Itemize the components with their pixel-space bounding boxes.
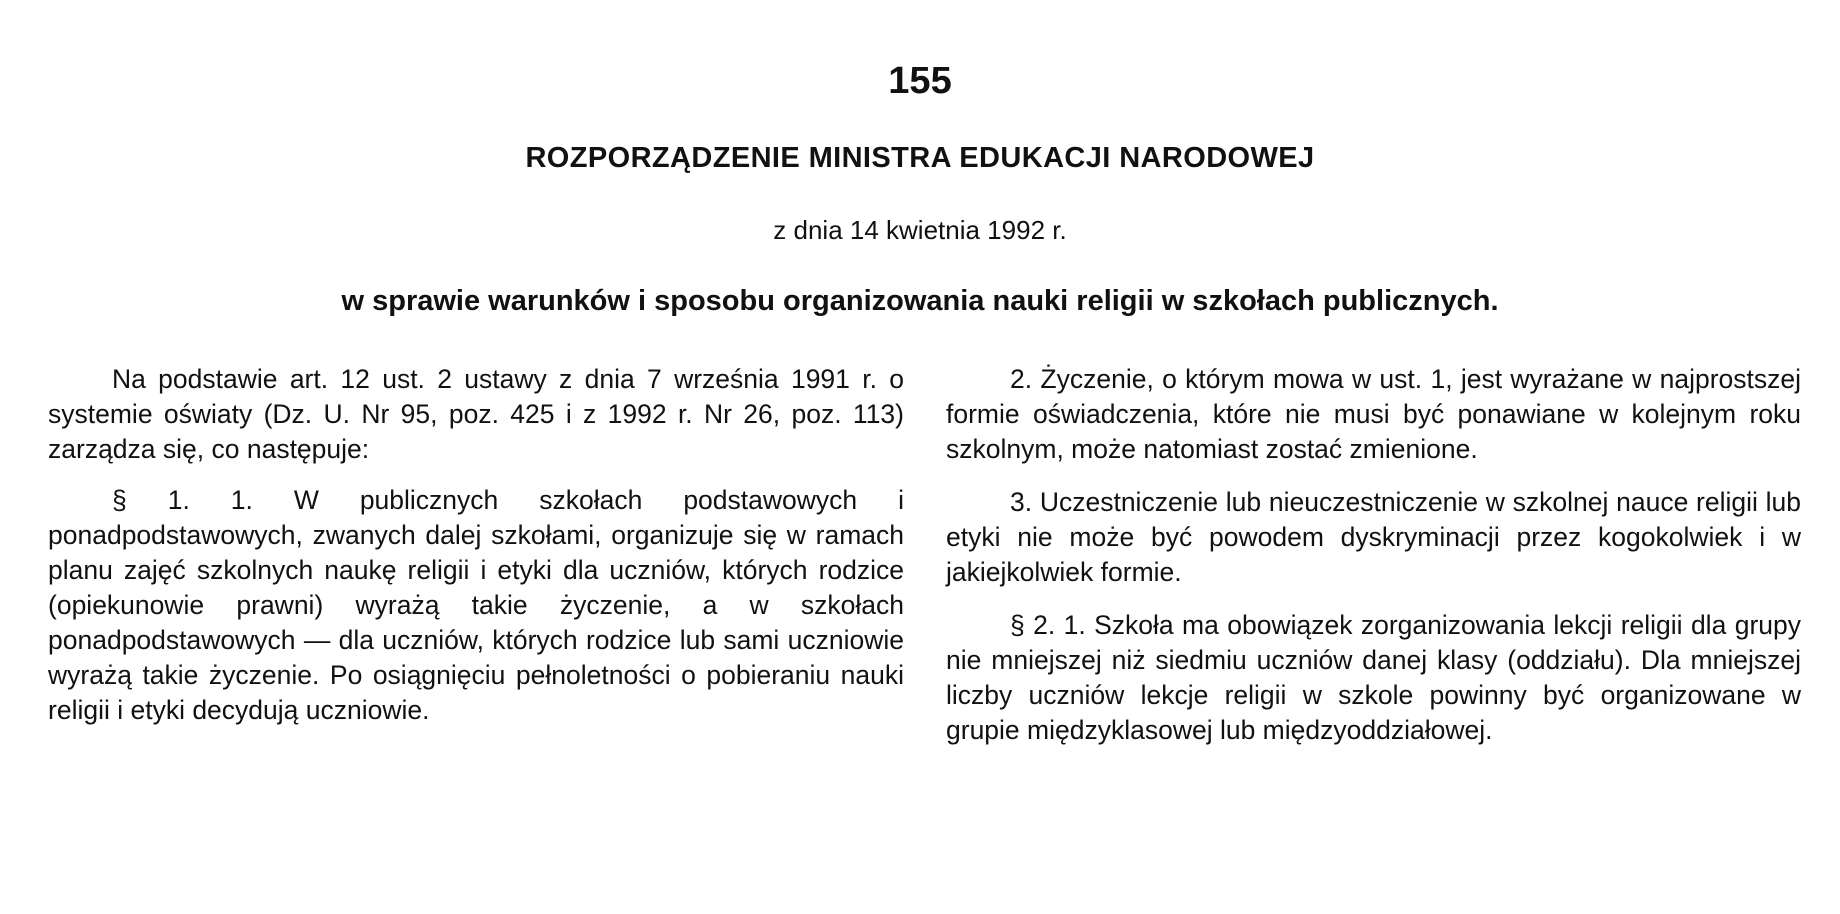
preamble-paragraph: Na podstawie art. 12 ust. 2 ustawy z dnia 7 września 1991 r. o systemie oświaty (Dz. U. Nr 95, poz. 425 i z 1992 r. Nr 26, poz. 113) zarządza się, co następuje: [48, 364, 904, 464]
left-column [48, 362, 904, 728]
regulation-date: z dnia 14 kwietnia 1992 r. [773, 215, 1067, 245]
section-2-paragraph-1: § 2. 1. Szkoła ma obowiązek zorganizowania lekcji religii dla grupy nie mniejszej niż siedmiu uczniów danej klasy (oddziału). Dla mniejszej liczby uczniów lekcje religii w szkole powinny być organizowane w grupie międzyklasowej lub międzyoddziałowej. [946, 610, 1801, 745]
regulation-subject: w sprawie warunków i sposobu organizowania nauki religii w szkołach publicznych. [341, 285, 1499, 317]
section-1-paragraph-1: § 1. 1. W publicznych szkołach podstawowych i ponadpodstawowych, zwanych dalej szkołami, organizuje się w ramach planu zajęć szkolnych naukę religii i etyki dla uczniów, których rodzice (opiekunowie prawni) wyrażą takie życzenie, a w szkołach ponadpodstawowych — dla uczniów, których rodzice lub sami uczniowie wyrażą takie życzenie. Po osiągnięciu pełnoletności o pobieraniu nauki religii i etyki decydują uczniowie. [48, 485, 904, 725]
right-column [946, 362, 1801, 748]
section-1-paragraph-3: 3. Uczestniczenie lub nieuczestniczenie w szkolnej nauce religii lub etyki nie może być powodem dyskryminacji przez kogokolwiek i w jakiejkolwiek formie. [946, 487, 1801, 587]
regulation-title: ROZPORZĄDZENIE MINISTRA EDUKACJI NARODOWEJ [525, 142, 1315, 174]
section-1-paragraph-2: 2. Życzenie, o którym mowa w ust. 1, jest wyrażane w najprostszej formie oświadczenia, które nie musi być ponawiane w kolejnym roku szkolnym, może natomiast zostać zmienione. [946, 364, 1801, 464]
document-number: 155 [888, 60, 952, 102]
